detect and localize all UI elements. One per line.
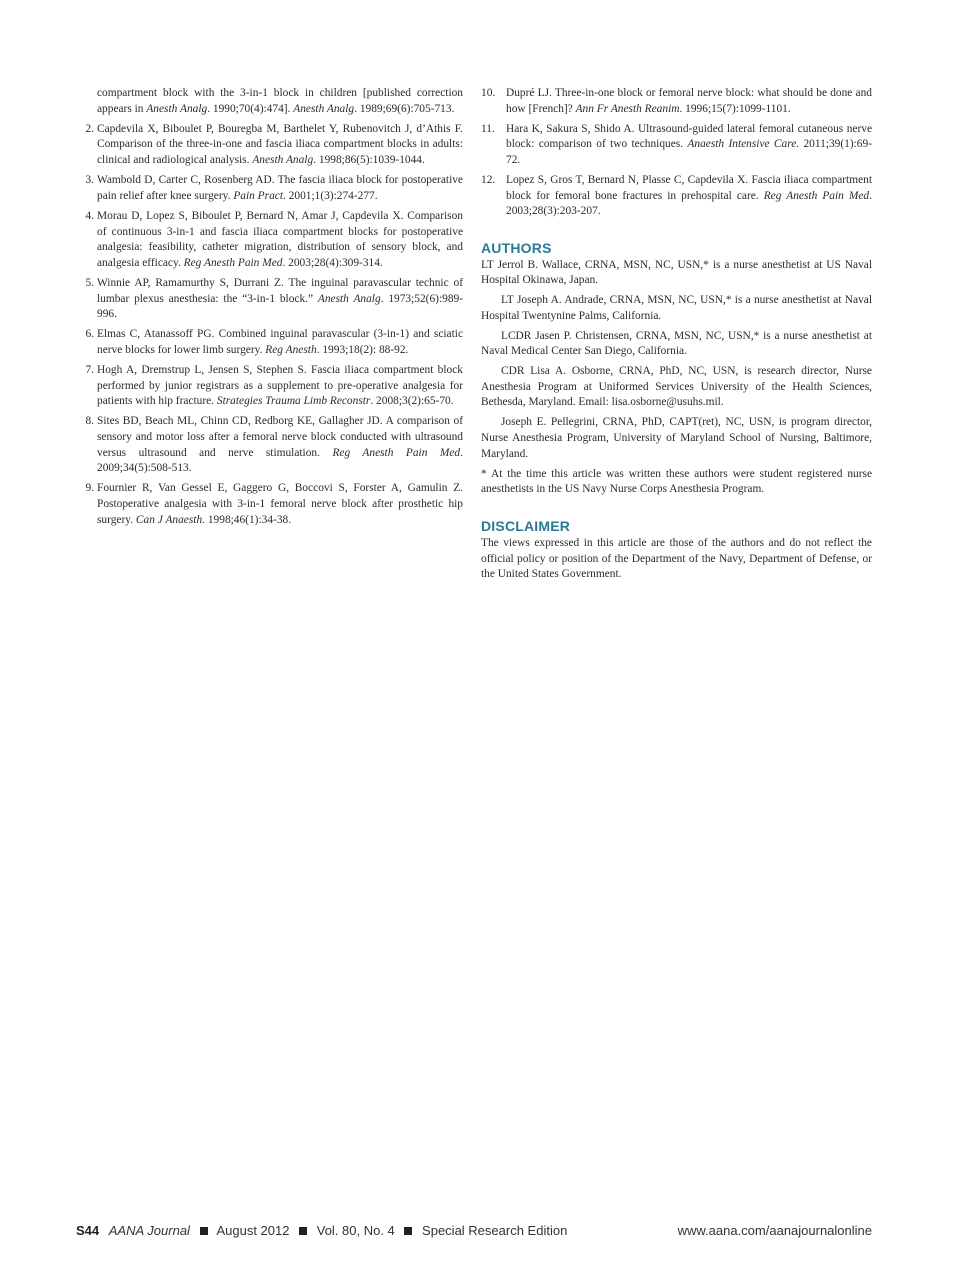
journal-title: Reg Anesth Pain Med	[332, 446, 461, 459]
reference-text	[506, 122, 872, 169]
reference-segment: . 1998;46(1):34-38.	[202, 513, 292, 526]
reference-segment: . 2009;34(5):508-513.	[97, 446, 463, 475]
reference-segment: . 1996;15(7):1099-1101.	[679, 102, 791, 115]
reference-text	[97, 209, 463, 271]
reference-text	[97, 414, 463, 476]
authors-section	[481, 258, 872, 498]
journal-title: Anesth Analg	[146, 102, 208, 115]
journal-title: Reg Anesth Pain Med	[183, 256, 283, 269]
reference-segment: . 2008;3(2):65-70.	[370, 395, 454, 408]
edition-label: Special Research Edition	[422, 1223, 568, 1238]
journal-name: AANA Journal	[108, 1223, 190, 1238]
reference-segment: Morau D, Lopez S, Biboulet P, Bernard N, Amar J, Capdevila X. Comparison of continuous 3-in-1 and fascia iliaca compartment blocks for postoperative analgesia: feasibility, catheter migration, distribution of sensory block, and analgesia efficacy.	[97, 209, 463, 269]
author-bio: CDR Lisa A. Osborne, CRNA, PhD, NC, USN, is research director, Nurse Anesthesia Program at Uniformed Services University of the Health Sciences, Bethesda, Maryland. Email: lisa.osborne@usuhs.mil.	[481, 365, 872, 409]
reference-text	[97, 327, 463, 358]
reference-segment: Dupré LJ. Three-in-one block or femoral nerve block: what should be done and how [French]?	[506, 87, 872, 115]
reference-list-left	[76, 86, 463, 528]
reference-item	[76, 481, 463, 528]
separator-square-icon	[404, 1227, 412, 1235]
disclaimer-text: The views expressed in this article are those of the authors and do not reflect the official policy or position of the Department of the Navy, Department of Defense, or the United States Government.	[481, 537, 872, 581]
reference-segment: Hara K, Sakura S, Shido A. Ultrasound-guided lateral femoral cutaneous nerve block: comparison of two techniques.	[506, 122, 872, 151]
authors-footnote: * At the time this article was written these authors were student registered nurse anesthetists in the US Navy Nurse Corps Anesthesia Program.	[481, 467, 872, 496]
journal-url-link[interactable]: www.aana.com/aanajournalonline	[677, 1223, 872, 1238]
page-footer	[76, 1223, 872, 1241]
author-bio: LCDR Jasen P. Christensen, CRNA, MSN, NC, USN,* is a nurse anesthetist at Naval Medical Center San Diego, California.	[481, 329, 872, 358]
journal-title: Anesth Analg	[252, 153, 314, 166]
reference-text	[506, 173, 872, 220]
reference-segment: . 1973;52(6):989-996.	[97, 292, 464, 321]
reference-number: 9.	[85, 482, 94, 495]
reference-segment: compartment block with the 3-in-1 block in children [published correction appears in	[97, 87, 463, 115]
reference-number: 5.	[85, 276, 94, 289]
reference-number: 8.	[85, 415, 94, 428]
separator-square-icon	[200, 1227, 208, 1235]
reference-text	[506, 86, 872, 117]
reference-number: 4.	[85, 209, 94, 222]
reference-number: 2.	[85, 122, 94, 135]
reference-text	[97, 276, 463, 323]
issue-volume: Vol. 80, No. 4	[316, 1223, 395, 1238]
reference-segment: Lopez S, Gros T, Bernard N, Plasse C, Capdevila X. Fascia iliaca compartment block for femoral bone fractures in prehospital care.	[506, 174, 872, 202]
reference-number: 7.	[85, 364, 94, 377]
reference-list-right	[481, 86, 872, 220]
journal-title: Anesth Analg	[293, 102, 355, 115]
reference-segment: . 2011;39(1):69-72.	[506, 138, 872, 166]
reference-segment: Wambold D, Carter C, Rosenberg AD. The fascia iliaca block for postoperative pain relief after knee surgery.	[97, 174, 463, 202]
reference-item	[76, 414, 463, 476]
separator-square-icon	[299, 1227, 307, 1235]
reference-number: 3.	[85, 174, 94, 187]
journal-title: Strategies Trauma Limb Reconstr	[216, 395, 371, 408]
reference-item	[76, 363, 463, 410]
reference-item	[76, 276, 463, 323]
journal-title: Can J Anaesth	[135, 513, 203, 526]
reference-segment: . 1989;69(6):705-713.	[354, 102, 455, 115]
reference-text	[97, 122, 463, 169]
author-bio: LT Jerrol B. Wallace, CRNA, MSN, NC, USN,* is a nurse anesthetist at US Naval Hospital Okinawa, Japan.	[481, 258, 872, 287]
reference-item	[76, 86, 463, 117]
reference-number: 10.	[481, 87, 496, 99]
reference-item	[76, 173, 463, 204]
authors-heading: AUTHORS	[481, 239, 552, 256]
reference-number: 12.	[481, 174, 496, 187]
reference-text	[97, 173, 463, 204]
disclaimer-heading: DISCLAIMER	[481, 518, 571, 535]
reference-text	[97, 363, 463, 410]
reference-segment: . 1990;70(4):474].	[207, 102, 294, 115]
reference-segment: . 2001;1(3):274-277.	[282, 189, 378, 202]
reference-segment: . 1993;18(2): 88-92.	[316, 343, 409, 356]
journal-title: Reg Anesth Pain Med	[763, 189, 870, 202]
journal-title: Anesth Analg	[317, 292, 381, 305]
journal-title: Anaesth Intensive Care	[687, 138, 797, 151]
reference-item	[76, 209, 463, 271]
reference-number: 11.	[481, 122, 495, 135]
reference-segment: . 1998;86(5):1039-1044.	[313, 153, 425, 166]
reference-item	[481, 86, 872, 117]
journal-title: Ann Fr Anesth Reanim	[575, 102, 680, 115]
reference-number: 6.	[85, 328, 94, 341]
reference-segment: Elmas C, Atanassoff PG. Combined inguinal paravascular (3-in-1) and sciatic nerve blocks for lower limb surgery.	[97, 328, 463, 356]
references-left-column	[76, 86, 463, 533]
reference-item	[481, 173, 872, 220]
page-number: S44	[76, 1223, 100, 1238]
journal-title: Pain Pract	[233, 189, 283, 202]
journal-title: Reg Anesth	[265, 343, 317, 356]
reference-segment: . 2003;28(4):309-314.	[282, 256, 383, 269]
reference-item	[481, 122, 872, 169]
footer-left	[76, 1223, 567, 1238]
reference-item	[76, 327, 463, 358]
reference-text	[97, 481, 463, 528]
reference-item	[76, 122, 463, 169]
issue-date: August 2012	[216, 1223, 290, 1238]
right-column	[481, 86, 872, 587]
reference-segment: . 2003;28(3):203-207.	[506, 189, 872, 218]
author-bio: LT Joseph A. Andrade, CRNA, MSN, NC, USN,* is a nurse anesthetist at Naval Hospital Twentynine Palms, California.	[481, 294, 872, 322]
author-bio: Joseph E. Pellegrini, CRNA, PhD, CAPT(ret), NC, USN, is program director, Nurse Anesthesia Program, University of Maryland School of Nursing, Baltimore, Maryland.	[481, 416, 872, 460]
reference-segment: Fournier R, Van Gessel E, Gaggero G, Boccovi S, Forster A, Gamulin Z. Postoperative analgesia with 3-in-1 femoral nerve block after prosthetic hip surgery.	[97, 482, 463, 526]
reference-segment: Winnie AP, Ramamurthy S, Durrani Z. The inguinal paravascular technic of lumbar plexus anesthesia: the “3-in-1 block.”	[97, 276, 463, 305]
reference-segment: Sites BD, Beach ML, Chinn CD, Redborg KE, Gallagher JD. A comparison of sensory and motor loss after a femoral nerve block conducted with ultrasound versus ultrasound and nerve stimulation.	[97, 415, 463, 459]
reference-segment: Hogh A, Dremstrup L, Jensen S, Stephen S. Fascia iliaca compartment block performed by junior registrars as a supplement to pre-operative analgesia for patients with hip fracture.	[97, 364, 463, 408]
reference-segment: Capdevila X, Biboulet P, Bouregba M, Barthelet Y, Rubenovitch J, d’Athis F. Comparison of the three-in-one and fascia iliaca compartment blocks in adults: clinical and radiological analysis.	[97, 122, 463, 166]
